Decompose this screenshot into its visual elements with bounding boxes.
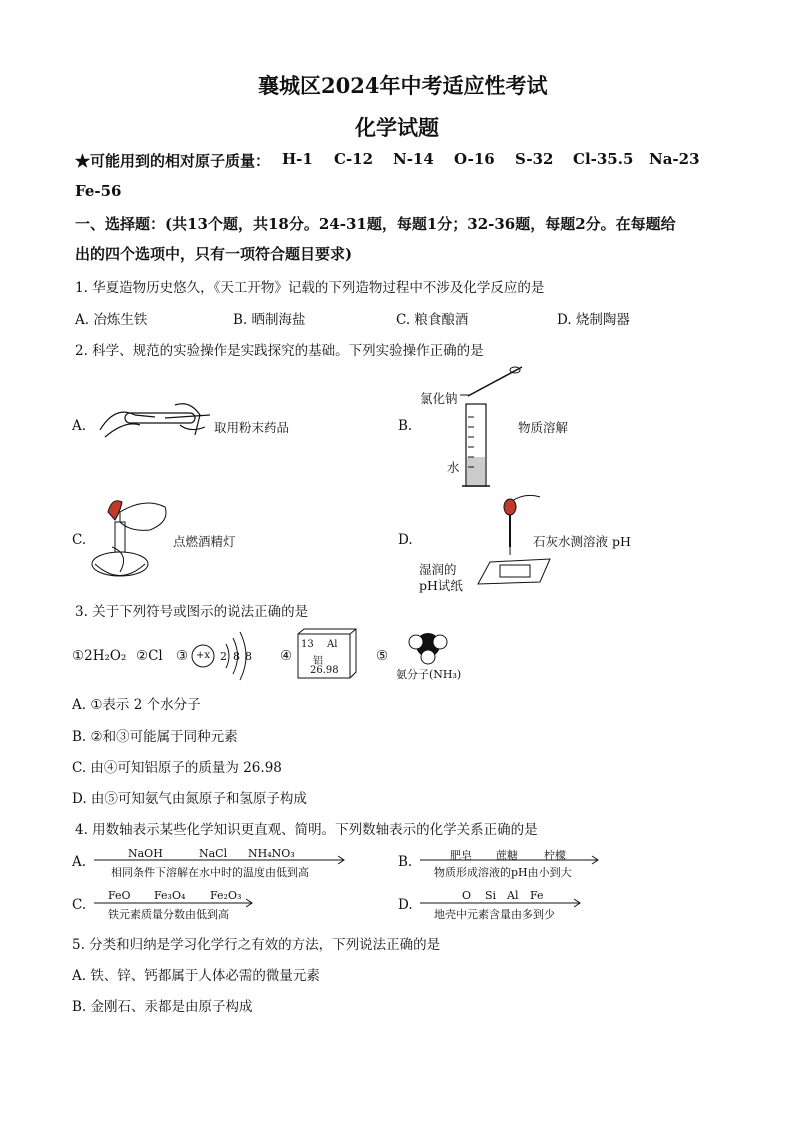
q4c-item-1: FeO — [108, 889, 131, 902]
shell-1: 2 — [220, 650, 227, 663]
question-5-stem: 5. 分类和归纳是学习化学行之有效的方法，下列说法正确的是 — [72, 937, 441, 953]
atomic-mass-c: C-12 — [334, 150, 374, 168]
question-4-option-c-letter[interactable]: C. — [72, 897, 87, 913]
question-1-option-d[interactable]: D. 烧制陶器 — [557, 312, 630, 328]
q4a-item-2: NaCl — [199, 847, 228, 860]
question-5-option-b[interactable]: B. 金刚石、汞都是由原子构成 — [72, 999, 253, 1015]
q4b-item-2: 蔗糖 — [496, 849, 518, 862]
q4a-item-1: NaOH — [128, 847, 163, 860]
question-5-option-a[interactable]: A. 铁、锌、钙都属于人体必需的微量元素 — [72, 968, 320, 984]
question-2-option-c-letter[interactable]: C. — [72, 532, 87, 548]
atomic-mass-prefix: ★可能用到的相对原子质量： — [75, 152, 271, 170]
q4a-item-3: NH₄NO₃ — [248, 847, 295, 860]
al-atomic-number: 13 — [301, 639, 314, 650]
exam-subtitle: 化学试题 — [355, 115, 439, 140]
question-2-stem: 2. 科学、规范的实验操作是实践探究的基础。下列实验操作正确的是 — [75, 343, 484, 359]
question-1-option-c[interactable]: C. 粮食酿酒 — [396, 312, 469, 328]
question-1-option-b[interactable]: B. 晒制海盐 — [233, 312, 306, 328]
atomic-mass-fe: Fe-56 — [75, 182, 122, 200]
symbol-h2o2: ①2H₂O₂ — [72, 648, 127, 664]
q4d-item-2: Si — [485, 889, 497, 902]
question-2-option-a-letter[interactable]: A. — [72, 418, 87, 434]
question-2-option-b-label: 物质溶解 — [518, 420, 569, 435]
symbol-cl: ②Cl — [136, 648, 163, 664]
al-mass: 26.98 — [310, 665, 339, 676]
section-heading-line1: 一、选择题：(共13个题，共18分。24-31题，每题1分；32-36题，每题2分。在每题给 — [75, 215, 676, 233]
question-3-option-c[interactable]: C. 由④可知铝原子的质量为 26.98 — [72, 760, 282, 776]
q4d-item-4: Fe — [530, 889, 544, 902]
question-2-option-b-letter[interactable]: B. — [398, 418, 413, 434]
q4c-item-3: Fe₂O₃ — [210, 889, 242, 902]
question-4-stem: 4. 用数轴表示某些化学知识更直观、简明。下列数轴表示的化学关系正确的是 — [75, 822, 538, 838]
atomic-mass-cl: Cl-35.5 — [573, 150, 634, 168]
question-4-option-b-letter[interactable]: B. — [398, 854, 413, 870]
question-4-option-d-letter[interactable]: D. — [398, 897, 413, 913]
question-3-option-b[interactable]: B. ②和③可能属于同种元素 — [72, 729, 238, 745]
q4d-item-1: O — [462, 889, 472, 902]
element-cell-marker: ④ — [280, 648, 293, 664]
al-symbol: Al — [327, 639, 338, 650]
atom-structure-marker: ③ — [176, 648, 189, 664]
ammonia-label: 氨分子(NH₃) — [396, 668, 462, 681]
question-2-option-d-label: 石灰水测溶液 pH — [533, 534, 631, 549]
q4b-axis-caption: 物质形成溶液的pH由小到大 — [434, 866, 572, 879]
q4d-item-3: Al — [507, 889, 519, 902]
question-1-stem: 1. 华夏造物历史悠久，《天工开物》记载的下列造物过程中不涉及化学反应的是 — [75, 280, 545, 296]
salt-label: 氯化钠 — [420, 391, 458, 406]
question-4-option-a-letter[interactable]: A. — [72, 854, 87, 870]
question-1-option-a[interactable]: A. 冶炼生铁 — [75, 312, 148, 328]
question-2-option-d-letter[interactable]: D. — [398, 532, 413, 548]
atomic-mass-n: N-14 — [393, 150, 434, 168]
question-3-option-d[interactable]: D. 由⑤可知氨气由氮原子和氢原子构成 — [72, 791, 307, 807]
ammonia-molecule-model — [408, 630, 448, 666]
atomic-mass-s: S-32 — [515, 150, 554, 168]
exam-title: 襄城区2024年中考适应性考试 — [258, 73, 548, 98]
ph-paper-label-line1: 湿润的 — [419, 562, 457, 577]
q4b-item-1: 肥皂 — [450, 849, 472, 862]
shell-3: 8 — [245, 650, 252, 663]
al-name: 铝 — [313, 656, 323, 667]
q4b-item-3: 柠檬 — [544, 849, 566, 862]
q4a-axis-caption: 相同条件下溶解在水中时的温度由低到高 — [111, 866, 309, 879]
powder-test-tube-illustration — [95, 395, 215, 445]
ph-paper-label-line2: pH试纸 — [419, 578, 463, 593]
atomic-mass-o: O-16 — [454, 150, 495, 168]
water-label: 水 — [447, 460, 460, 475]
atomic-mass-na: Na-23 — [649, 150, 700, 168]
question-2-option-c-label: 点燃酒精灯 — [173, 534, 236, 549]
q4c-axis-caption: 铁元素质量分数由低到高 — [108, 908, 229, 921]
nucleus-charge: +x — [196, 650, 211, 661]
alcohol-lamp-illustration — [90, 492, 175, 584]
q4c-item-2: Fe₃O₄ — [154, 889, 186, 902]
question-2-option-a-label: 取用粉末药品 — [214, 420, 290, 435]
molecule-marker: ⑤ — [376, 648, 389, 664]
question-3-option-a[interactable]: A. ①表示 2 个水分子 — [72, 697, 201, 713]
section-heading-line2: 出的四个选项中，只有一项符合题目要求) — [75, 245, 353, 263]
q4d-axis-caption: 地壳中元素含量由多到少 — [434, 908, 555, 921]
atomic-mass-h: H-1 — [282, 150, 313, 168]
shell-2: 8 — [233, 650, 240, 663]
question-3-stem: 3. 关于下列符号或图示的说法正确的是 — [75, 604, 309, 620]
